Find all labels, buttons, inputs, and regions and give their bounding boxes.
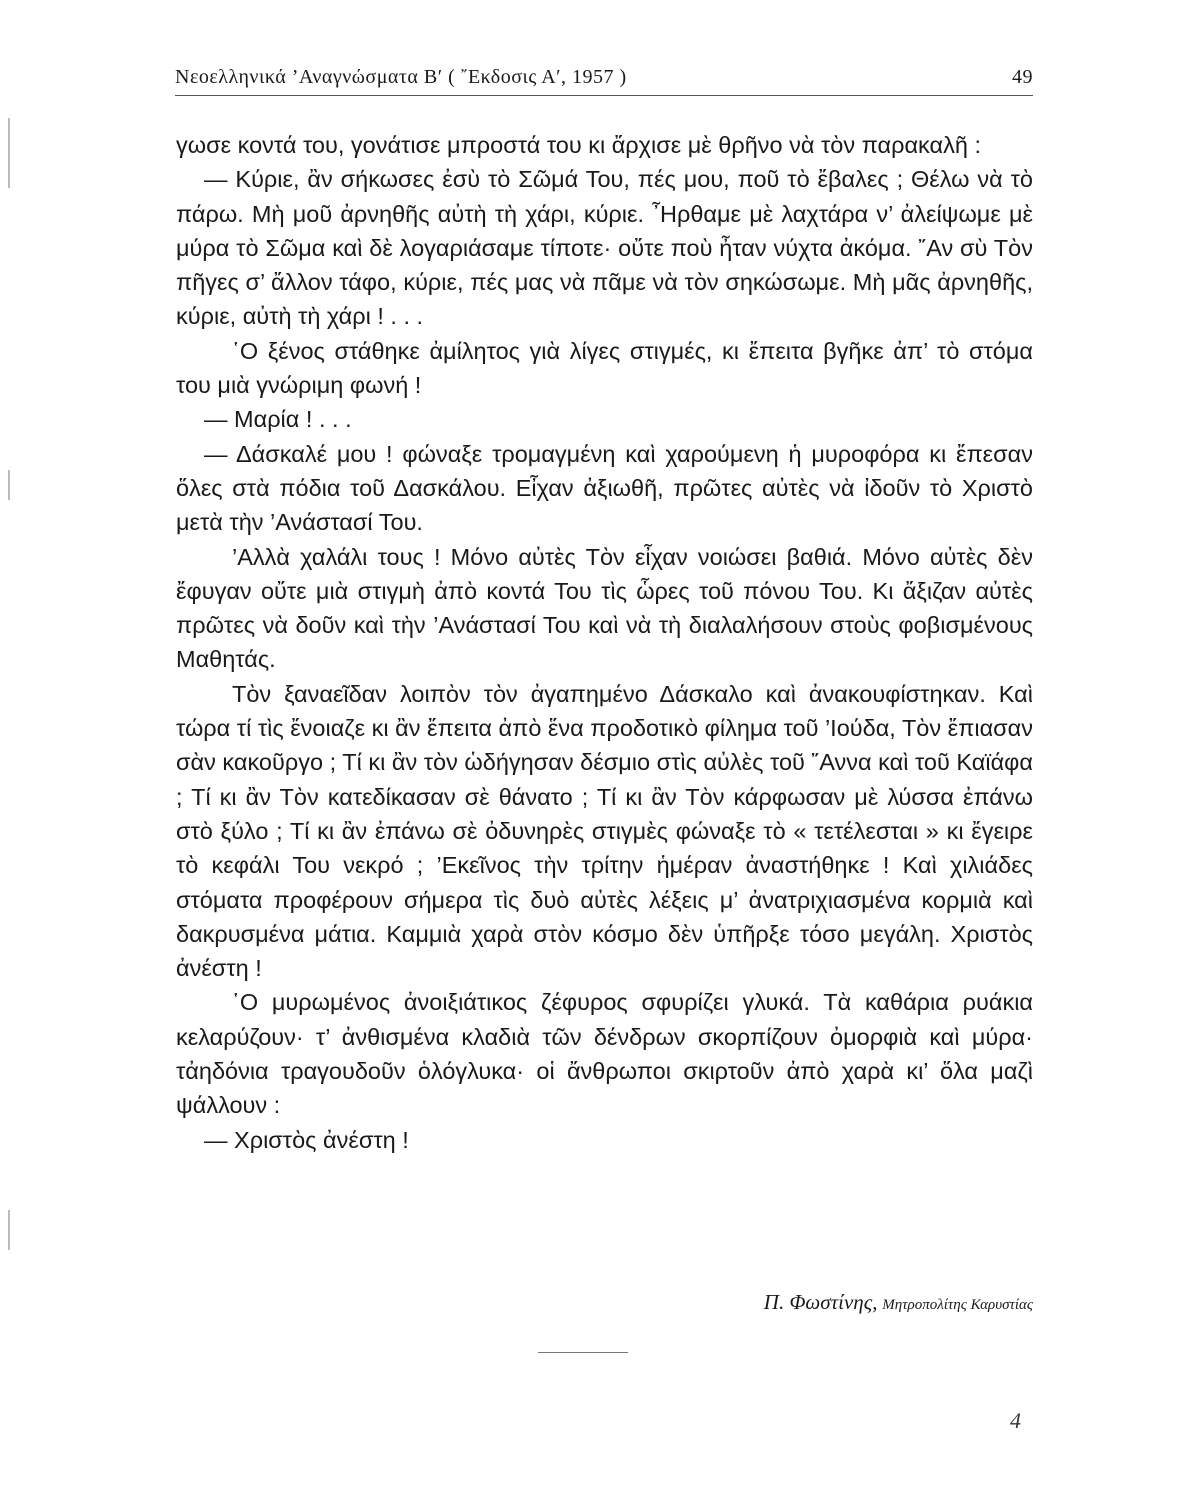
binding-mark: [8, 1210, 10, 1250]
sheet-number: 4: [1010, 1408, 1021, 1433]
paragraph: — Δάσκαλέ μου ! φώναξε τρομαγμένη καὶ χαρούμενη ἡ μυροφόρα κι ἔπεσαν ὅλες στὰ πόδια τοῦ Δασκάλου. Εἶχαν ἀξιωθῆ, πρῶτες αὐτὲς νὰ ἰδοῦν τὸ Χριστὸ μετὰ τὴν ’Ανάστασί Του.: [176, 440, 1033, 536]
running-header: [175, 60, 1033, 94]
binding-mark: [8, 118, 10, 188]
paragraph: — Κύριε, ἂν σήκωσες ἐσὺ τὸ Σῶμά Του, πές μου, ποῦ τὸ ἔβαλες ; Θέλω νὰ τὸ πάρω. Μὴ μοῦ ἀρνηθῆς αὐτὴ τὴ χάρι, κύριε. ῏Ηρθαμε μὲ λαχτάρα ν’ ἀλείψωμε μὲ μύρα τὸ Σῶμα καὶ δὲ λογαριάσαμε τίποτε· οὔτε ποὺ ἦταν νύχτα ἀκόμα. ῎Αν σὺ Τὸν πῆγες σ’ ἄλλον τάφο, κύριε, πές μας νὰ πᾶμε νὰ τὸν σηκώσωμε. Μὴ μᾶς ἀρνηθῆς, κύριε, αὐτὴ τὴ χάρι ! . . .: [176, 166, 1033, 330]
header-rule: [175, 95, 1033, 96]
binding-mark: [8, 470, 10, 500]
paragraph: ’Αλλὰ χαλάλι τους ! Μόνο αὐτὲς Τὸν εἶχαν νοιώσει βαθιά. Μόνο αὐτὲς δὲν ἔφυγαν οὔτε μιὰ στιγμὴ ἀπὸ κοντά Του τὶς ὧρες τοῦ πόνου Του. Κι ἄξιζαν αὐτὲς πρῶτες νὰ δοῦν καὶ τὴν ’Ανάστασί Του καὶ νὰ τὴ διαλαλήσουν στοὺς φοβισμένους Μαθητάς.: [176, 543, 1033, 673]
paragraph: γωσε κοντά του, γονάτισε μπροστά του κι ἄρχισε μὲ θρῆνο νὰ τὸν παρακαλῆ :: [176, 132, 981, 158]
paragraph: Τὸν ξαναεῖδαν λοιπὸν τὸν ἀγαπημένο Δάσκαλο καὶ ἀνακουφίστηκαν. Καὶ τώρα τί τὶς ἔνοιαζε κι ἂν ἔπειτα ἀπὸ ἕνα προδοτικὸ φίλημα τοῦ ’Ιούδα, Τὸν ἔπιασαν σὰν κακοῦργο ; Τί κι ἂν τὸν ὡδήγησαν δέσμιο στὶς αὐλὲς τοῦ ῎Αννα καὶ τοῦ Καϊάφα ; Τί κι ἂν Τὸν κατεδίκασαν σὲ θάνατο ; Τί κι ἂν Τὸν κάρφωσαν μὲ λύσσα ἐπάνω στὸ ξύλο ; Τί κι ἂν ἐπάνω σὲ ὀδυνηρὲς στιγμὲς φώναξε τὸ « τετέλεσται » κι ἔγειρε τὸ κεφάλι Του νεκρό ; ’Εκεῖνος τὴν τρίτην ἡμέραν ἀναστήθηκε ! Καὶ χιλιάδες στόματα προφέρουν σήμερα τὶς δυὸ αὐτὲς λέξεις μ’ ἀνατριχιασμένα κορμιὰ καὶ δακρυσμένα μάτια. Καμμιὰ χαρὰ στὸν κόσμο δὲν ὑπῆρξε τόσο μεγάλη. Χριστὸς ἀνέστη !: [176, 680, 1033, 982]
paragraph: ῾Ο μυρωμένος ἀνοιξιάτικος ζέφυρος σφυρίζει γλυκά. Τὰ καθάρια ρυάκια κελαρύζουν· τ’ ἀνθισμένα κλαδιὰ τῶν δένδρων σκορπίζουν ὀμορφιὰ καὶ μύρα· τἀηδόνια τραγουδοῦν ὁλόγλυκα· οἱ ἄνθρωποι σκιρτοῦν ἀπὸ χαρὰ κι’ ὅλα μαζὶ ψάλλουν :: [176, 989, 1033, 1119]
page-number: 49: [1012, 66, 1033, 88]
end-rule: [538, 1352, 628, 1353]
running-title: Νεοελληνικά ’Αναγνώσματα Β′ ( ῎Εκδοσις Α′, 1957 ): [175, 66, 627, 88]
signature: [640, 1290, 1033, 1315]
body-text: [176, 128, 1033, 1157]
paragraph: ῾Ο ξένος στάθηκε ἀμίλητος γιὰ λίγες στιγμές, κι ἔπειτα βγῆκε ἀπ’ τὸ στόμα του μιὰ γνώριμη φωνή !: [176, 337, 1033, 399]
paragraph: — Χριστὸς ἀνέστη !: [204, 1126, 409, 1153]
paragraph: — Μαρία ! . . .: [204, 406, 352, 433]
signature-title: Μητροπολίτης Καρυστίας: [882, 1297, 1033, 1313]
signature-author: Π. Φωστίνης,: [763, 1290, 878, 1314]
